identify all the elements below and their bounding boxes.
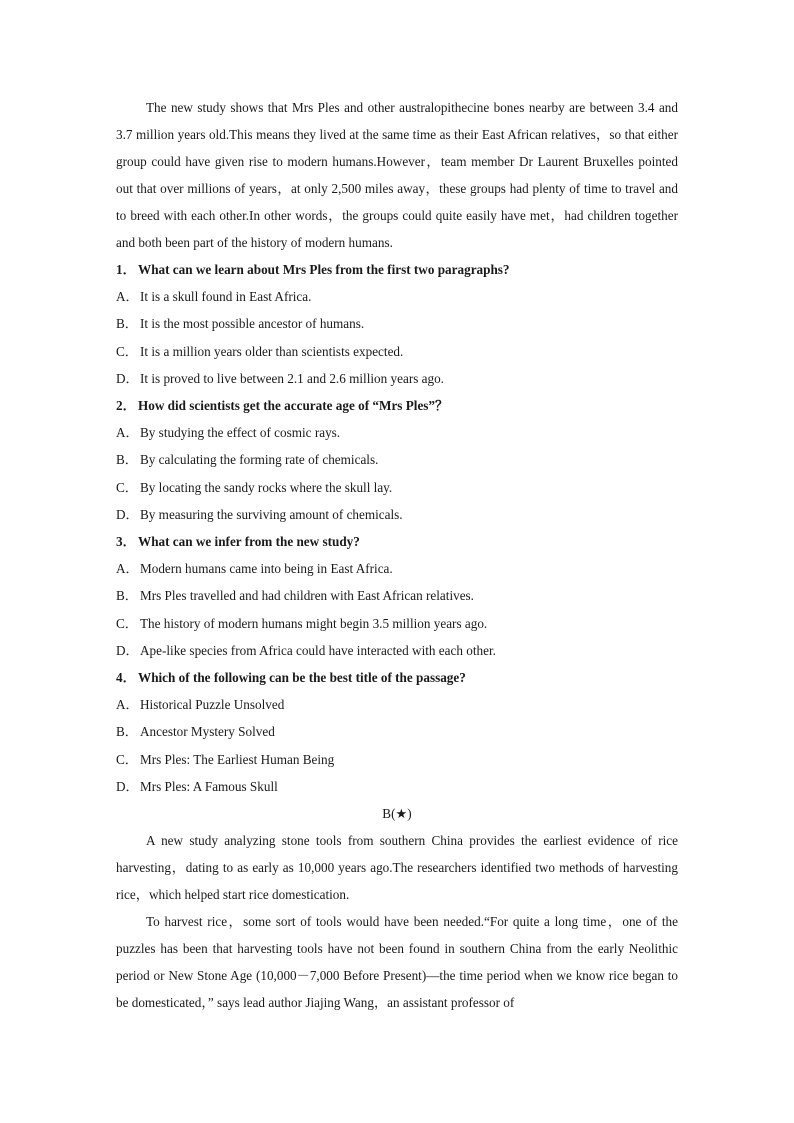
- question-text: How did scientists get the accurate age of “Mrs Ples”？: [138, 398, 449, 414]
- question-text: Which of the following can be the best title of the passage?: [138, 670, 466, 686]
- option-b: B． Ancestor Mystery Solved: [116, 724, 275, 740]
- question-3: [116, 528, 678, 664]
- option-a: A．Historical Puzzle Unsolved: [116, 697, 285, 713]
- question-4: [116, 664, 678, 800]
- option-c: C． By locating the sandy rocks where the skull lay.: [116, 479, 393, 495]
- option-b: B． By calculating the forming rate of chemicals.: [116, 452, 379, 468]
- question-text: What can we infer from the new study?: [138, 534, 360, 550]
- question-stem: [116, 392, 678, 419]
- option-b: B． It is the most possible ancestor of humans.: [116, 316, 365, 332]
- question-number: 4．: [116, 670, 136, 686]
- option-d: D．Mrs Ples: A Famous Skull: [116, 778, 278, 794]
- option-d: D．Ape-like species from Africa could have interacted with each other.: [116, 642, 496, 658]
- option-d: D．By measuring the surviving amount of chemicals.: [116, 506, 403, 522]
- option-b: B． Mrs Ples travelled and had children with East African relatives.: [116, 588, 474, 604]
- section-heading: B(★): [382, 806, 412, 822]
- question-stem: [116, 664, 678, 691]
- question-text: What can we learn about Mrs Ples from the first two paragraphs?: [138, 262, 510, 277]
- question-number: 1．: [116, 262, 136, 277]
- document-content: [116, 94, 678, 1016]
- option-c: C． Mrs Ples: The Earliest Human Being: [116, 751, 335, 767]
- question-2: [116, 392, 678, 528]
- option-a: A．Modern humans came into being in East Africa.: [116, 561, 393, 577]
- passage-b-paragraph-2: To harvest rice，some sort of tools would have been needed.“For quite a long time，one of the puzzles has been that harvesting tools have not been found in southern China from the early Neolithic period or New Stone Age (10,000－7,000 Before Present)—the time period when we know rice began to be domesticated，” says lead author Jiajing Wang，an assistant professor of: [116, 914, 678, 1011]
- question-number: 2．: [116, 398, 136, 414]
- option-c: C． It is a million years older than scientists expected.: [116, 343, 404, 359]
- option-c: C． The history of modern humans might begin 3.5 million years ago.: [116, 615, 488, 631]
- question-stem: [116, 528, 678, 555]
- option-d: D．It is proved to live between 2.1 and 2.6 million years ago.: [116, 370, 444, 386]
- question-stem: [116, 256, 678, 283]
- passage-a-paragraph: The new study shows that Mrs Ples and other australopithecine bones nearby are between 3.4 and 3.7 million years old.This means they lived at the same time as their East African relatives，so that either group could have given rise to modern humans.However，team member Dr Laurent Bruxelles pointed out that over millions of years，at only 2,500 miles away，these groups had plenty of time to travel and to breed with each other.In other words，the groups could quite easily have met，had children together and both been part of the history of modern humans.: [116, 100, 678, 250]
- passage-b-paragraph-1: A new study analyzing stone tools from southern China provides the earliest evidence of rice harvesting，dating to as early as 10,000 years ago.The researchers identified two methods of harvesting rice，which helped start rice domestication.: [116, 833, 678, 903]
- question-1: [116, 256, 678, 392]
- option-a: A．It is a skull found in East Africa.: [116, 289, 312, 305]
- question-number: 3．: [116, 534, 136, 550]
- option-a: A．By studying the effect of cosmic rays.: [116, 425, 341, 441]
